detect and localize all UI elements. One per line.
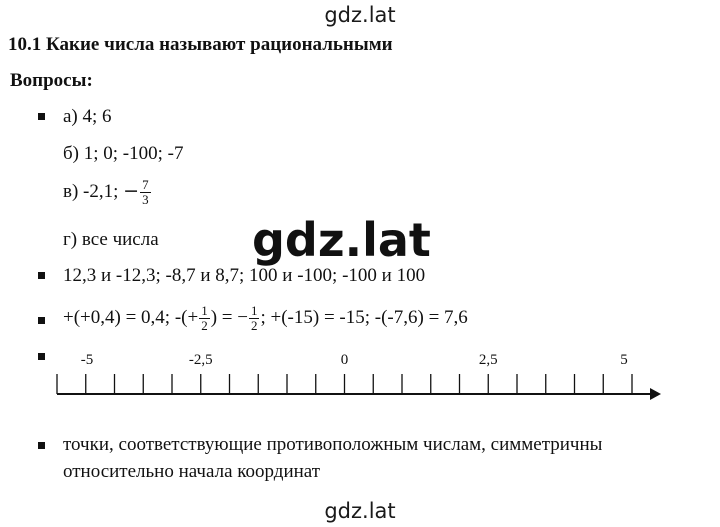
- bullet-marker: [38, 353, 45, 360]
- answer-a: а) 4; 6: [63, 106, 112, 127]
- bullet-marker: [38, 272, 45, 279]
- fraction-one-half: [249, 304, 260, 333]
- watermark-center: gdz.lat: [252, 213, 431, 267]
- page-title: 10.1 Какие числа называют рациональными: [8, 34, 393, 55]
- answer-v: [63, 178, 152, 207]
- expression-part-3: ; +(-15) = -15; -(-7,6) = 7,6: [260, 306, 468, 328]
- number-line-label: -5: [80, 352, 94, 368]
- expression-part-1: +(+0,4) = 0,4; -(+: [63, 306, 199, 328]
- fraction-one-half: [199, 304, 210, 333]
- conclusion-line-2: относительно начала координат: [63, 461, 321, 482]
- answer-b: б) 1; 0; -100; -7: [63, 143, 184, 164]
- bullet-marker: [38, 442, 45, 449]
- number-line-label: -2,5: [188, 352, 213, 368]
- watermark-bottom: gdz.lat: [324, 499, 396, 523]
- fraction-denominator: 2: [250, 318, 258, 333]
- opposite-pairs: 12,3 и -12,3; -8,7 и 8,7; 100 и -100; -100 и 100: [63, 265, 426, 286]
- fraction-denominator: 2: [201, 318, 208, 333]
- expression-line: [63, 304, 468, 333]
- number-line-label: 0: [340, 352, 349, 368]
- conclusion-line-1: точки, соответствующие противоположным числам, симметричны: [63, 434, 603, 455]
- expression-part-2: ) = −: [210, 306, 248, 328]
- fraction-numerator: 1: [201, 303, 208, 318]
- section-subtitle: Вопросы:: [10, 70, 93, 91]
- fraction-numerator: 7: [142, 177, 149, 192]
- number-line-labels: [81, 352, 628, 368]
- number-line-label: 2,5: [478, 352, 498, 368]
- bullet-marker: [38, 113, 45, 120]
- bullet-marker: [38, 317, 45, 324]
- minus-sign: −: [123, 179, 140, 202]
- answer-g: г) все числа: [63, 229, 159, 250]
- number-line-ticks: [57, 374, 632, 394]
- fraction-numerator: 1: [250, 303, 258, 318]
- number-line-label: 5: [620, 352, 628, 368]
- watermark-top: gdz.lat: [324, 3, 396, 27]
- fraction-denominator: 3: [142, 192, 149, 207]
- number-line: [50, 346, 670, 406]
- answer-v-prefix: в) -2,1;: [63, 180, 119, 202]
- fraction-seven-thirds: [140, 178, 151, 207]
- number-line-arrow: [650, 388, 661, 400]
